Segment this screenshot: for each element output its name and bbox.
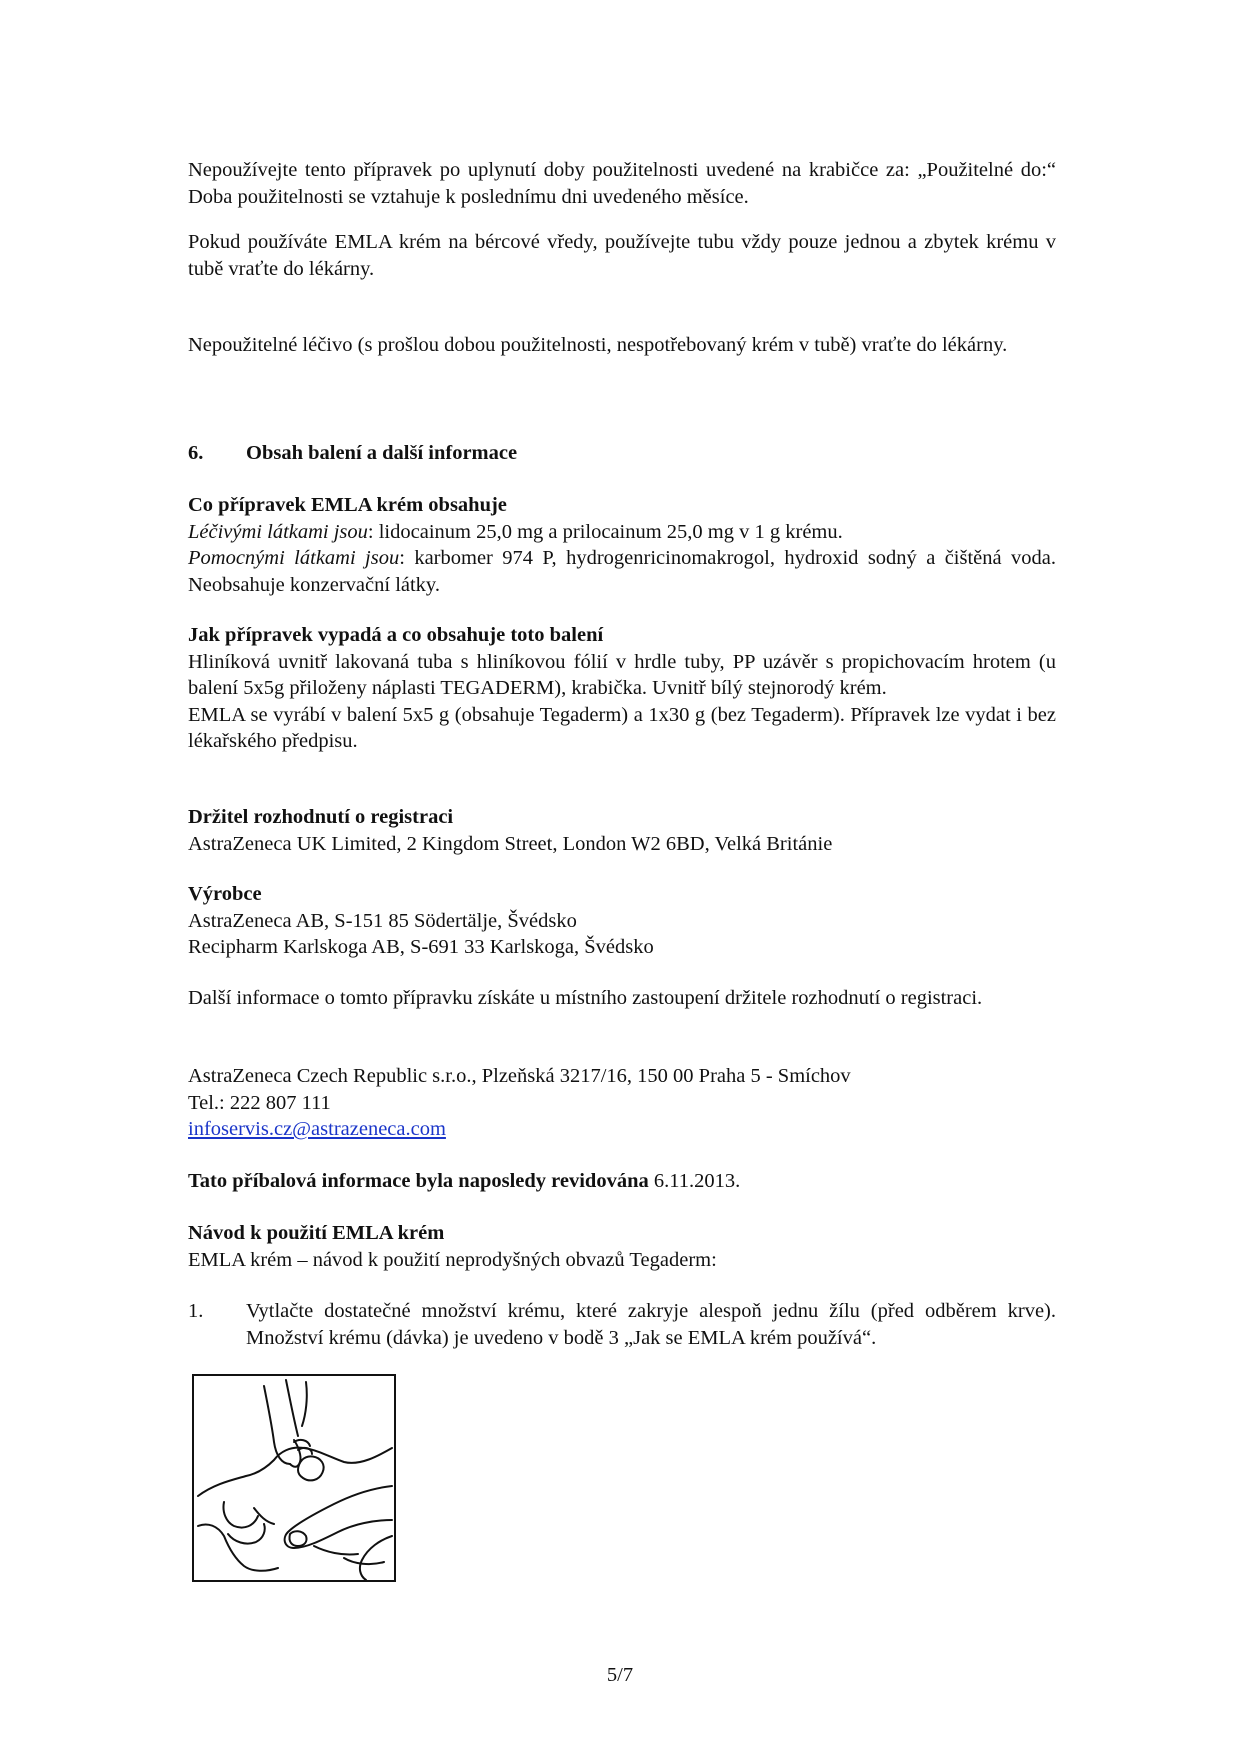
holder-text: AstraZeneca UK Limited, 2 Kingdom Street, London W2 6BD, Velká Británie — [188, 832, 833, 855]
more-info-paragraph — [188, 985, 1056, 1012]
step-1-number: 1. — [188, 1300, 204, 1322]
section-heading — [188, 440, 1056, 467]
holder-block — [188, 804, 1056, 857]
storage-paragraph — [188, 157, 1056, 210]
excipients — [188, 545, 1056, 598]
instructions-heading: Návod k použití EMLA krém — [188, 1222, 445, 1244]
active-substances — [188, 519, 1056, 546]
local-representative-block — [188, 1063, 1056, 1143]
manufacturer-block — [188, 881, 1056, 961]
disposal-paragraph — [188, 332, 1056, 359]
step-1 — [188, 1298, 1056, 1351]
appearance-text-1: Hliníková uvnitř lakovaná tuba s hliníkovou fólií v hrdle tuby, PP uzávěr s propichovacím hrotem (u balení 5x5g přiloženy náplasti TEGADERM), krabička. Uvnitř bílý stejnorodý krém. — [188, 650, 1056, 699]
section-number: 6. — [188, 442, 204, 464]
manufacturer-line-1: AstraZeneca AB, S-151 85 Södertälje, Švédsko — [188, 909, 577, 932]
excipient-text: : karbomer 974 P, hydrogenricinomakrogol, hydroxid sodný a čištěná voda. Neobsahuje konzervační látky. — [188, 547, 1056, 596]
instructions-subheading: EMLA krém – návod k použití neprodyšných obvazů Tegaderm: — [188, 1248, 717, 1271]
contents-block — [188, 492, 1056, 598]
instructions-block — [188, 1220, 1056, 1273]
appearance-heading: Jak přípravek vypadá a co obsahuje toto balení — [188, 624, 604, 646]
revision-line — [188, 1168, 1056, 1195]
local-address: AstraZeneca Czech Republic s.r.o., Plzeňská 3217/16, 150 00 Praha 5 - Smíchov — [188, 1065, 851, 1087]
leg-ulcer-paragraph — [188, 229, 1056, 282]
manufacturer-line-2: Recipharm Karlskoga AB, S-691 33 Karlskoga, Švédsko — [188, 936, 654, 958]
hand-applying-cream-icon — [194, 1376, 394, 1580]
more-info-text: Další informace o tomto přípravku získáte u místního zastoupení držitele rozhodnutí o registraci. — [188, 987, 983, 1009]
appearance-text-2: EMLA se vyrábí v balení 5x5 g (obsahuje Tegaderm) a 1x30 g (bez Tegaderm). Přípravek lze vydat i bez lékařského předpisu. — [188, 703, 1056, 752]
leg-ulcer-text: Pokud používáte EMLA krém na bércové vředy, používejte tubu vždy pouze jednou a zbytek krému v tubě vraťte do lékárny. — [188, 231, 1056, 280]
expiry-text: Nepoužívejte tento přípravek po uplynutí doby použitelnosti uvedené na krabičce za: „Použitelné do:“ Doba použitelnosti se vztahuje k poslednímu dni uvedeného měsíce. — [188, 159, 1056, 208]
revision-date: 6.11.2013. — [648, 1170, 741, 1192]
disposal-text: Nepoužitelné léčivo (s prošlou dobou použitelnosti, nespotřebovaný krém v tubě) vraťte do lékárny. — [188, 334, 1008, 356]
step-1-illustration — [192, 1374, 396, 1582]
active-text: : lidocainum 25,0 mg a prilocainum 25,0 mg v 1 g krému. — [367, 520, 843, 543]
local-tel: Tel.: 222 807 111 — [188, 1091, 331, 1114]
page-number: 5/7 — [606, 1664, 634, 1686]
revision-label: Tato příbalová informace byla naposledy revidována — [188, 1170, 649, 1192]
excipient-label: Pomocnými látkami jsou — [188, 547, 400, 569]
holder-heading: Držitel rozhodnutí o registraci — [188, 806, 454, 828]
manufacturer-heading: Výrobce — [188, 883, 262, 905]
email-link[interactable]: infoservis.cz@astrazeneca.com — [188, 1118, 446, 1140]
step-1-text: Vytlačte dostatečné množství krému, které zakryje alespoň jednu žílu (před odběrem krve). Množství krému (dávka) je uvedeno v bodě 3 „Jak se EMLA krém používá“. — [246, 1300, 1056, 1349]
active-label: Léčivými látkami jsou — [188, 520, 368, 543]
section-title: Obsah balení a další informace — [246, 442, 518, 464]
contents-heading: Co přípravek EMLA krém obsahuje — [188, 494, 507, 516]
appearance-block — [188, 622, 1056, 755]
